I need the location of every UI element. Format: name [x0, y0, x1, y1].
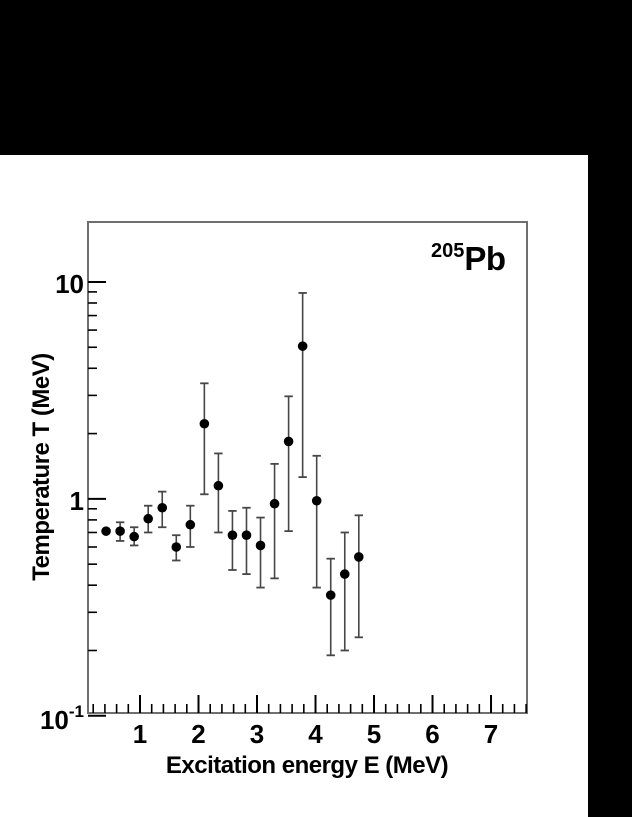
data-marker	[312, 496, 322, 506]
data-marker	[171, 542, 181, 552]
isotope-label	[431, 240, 506, 278]
data-marker	[129, 532, 139, 542]
data-marker	[284, 437, 294, 447]
data-marker	[200, 419, 210, 429]
x-tick-label: 2	[191, 719, 206, 749]
data-marker	[354, 552, 364, 562]
data-point	[298, 293, 308, 477]
data-series	[101, 293, 363, 655]
data-marker	[228, 530, 238, 540]
data-point	[186, 506, 196, 547]
x-tick-label: 7	[483, 719, 499, 749]
data-marker	[242, 530, 252, 540]
data-marker	[101, 526, 111, 536]
data-point	[270, 464, 280, 579]
data-point	[143, 506, 153, 533]
x-axis-title: Excitation energy E (MeV)	[165, 752, 449, 779]
y-tick-label: $10^{-1}$	[39, 701, 84, 735]
isotope-mass-number: 205	[431, 240, 465, 262]
x-tick-label: 5	[366, 719, 382, 749]
data-point	[326, 559, 336, 656]
data-marker	[326, 590, 336, 600]
x-tick-label: 6	[425, 719, 440, 749]
data-point	[200, 383, 210, 494]
data-marker	[298, 341, 308, 351]
y-axis-title: Temperature T (MeV)	[28, 353, 55, 581]
data-point	[228, 511, 238, 570]
data-point	[242, 508, 252, 574]
data-marker	[256, 541, 266, 551]
data-marker	[115, 526, 125, 536]
data-marker	[340, 569, 350, 579]
data-point	[115, 522, 125, 541]
data-point	[312, 456, 322, 588]
data-marker	[214, 481, 224, 491]
data-marker	[186, 520, 196, 530]
data-marker	[270, 499, 280, 509]
plot-frame	[88, 222, 527, 713]
isotope-symbol: Pb	[464, 240, 506, 277]
data-point	[214, 453, 224, 532]
data-marker	[143, 514, 153, 524]
data-point	[157, 492, 167, 528]
data-point	[129, 527, 139, 545]
data-marker	[157, 503, 167, 513]
tick-labels	[40, 269, 498, 749]
data-point	[284, 396, 294, 531]
x-tick-label: 4	[308, 719, 323, 749]
data-point	[354, 515, 364, 637]
x-tick-label: 1	[132, 719, 148, 749]
data-point	[171, 535, 181, 560]
data-point	[256, 518, 266, 588]
data-point	[101, 526, 111, 536]
data-point	[340, 532, 350, 650]
y-tick-label: 10	[55, 268, 84, 299]
x-tick-label: 3	[249, 719, 265, 749]
y-tick-label: 1	[69, 485, 84, 516]
